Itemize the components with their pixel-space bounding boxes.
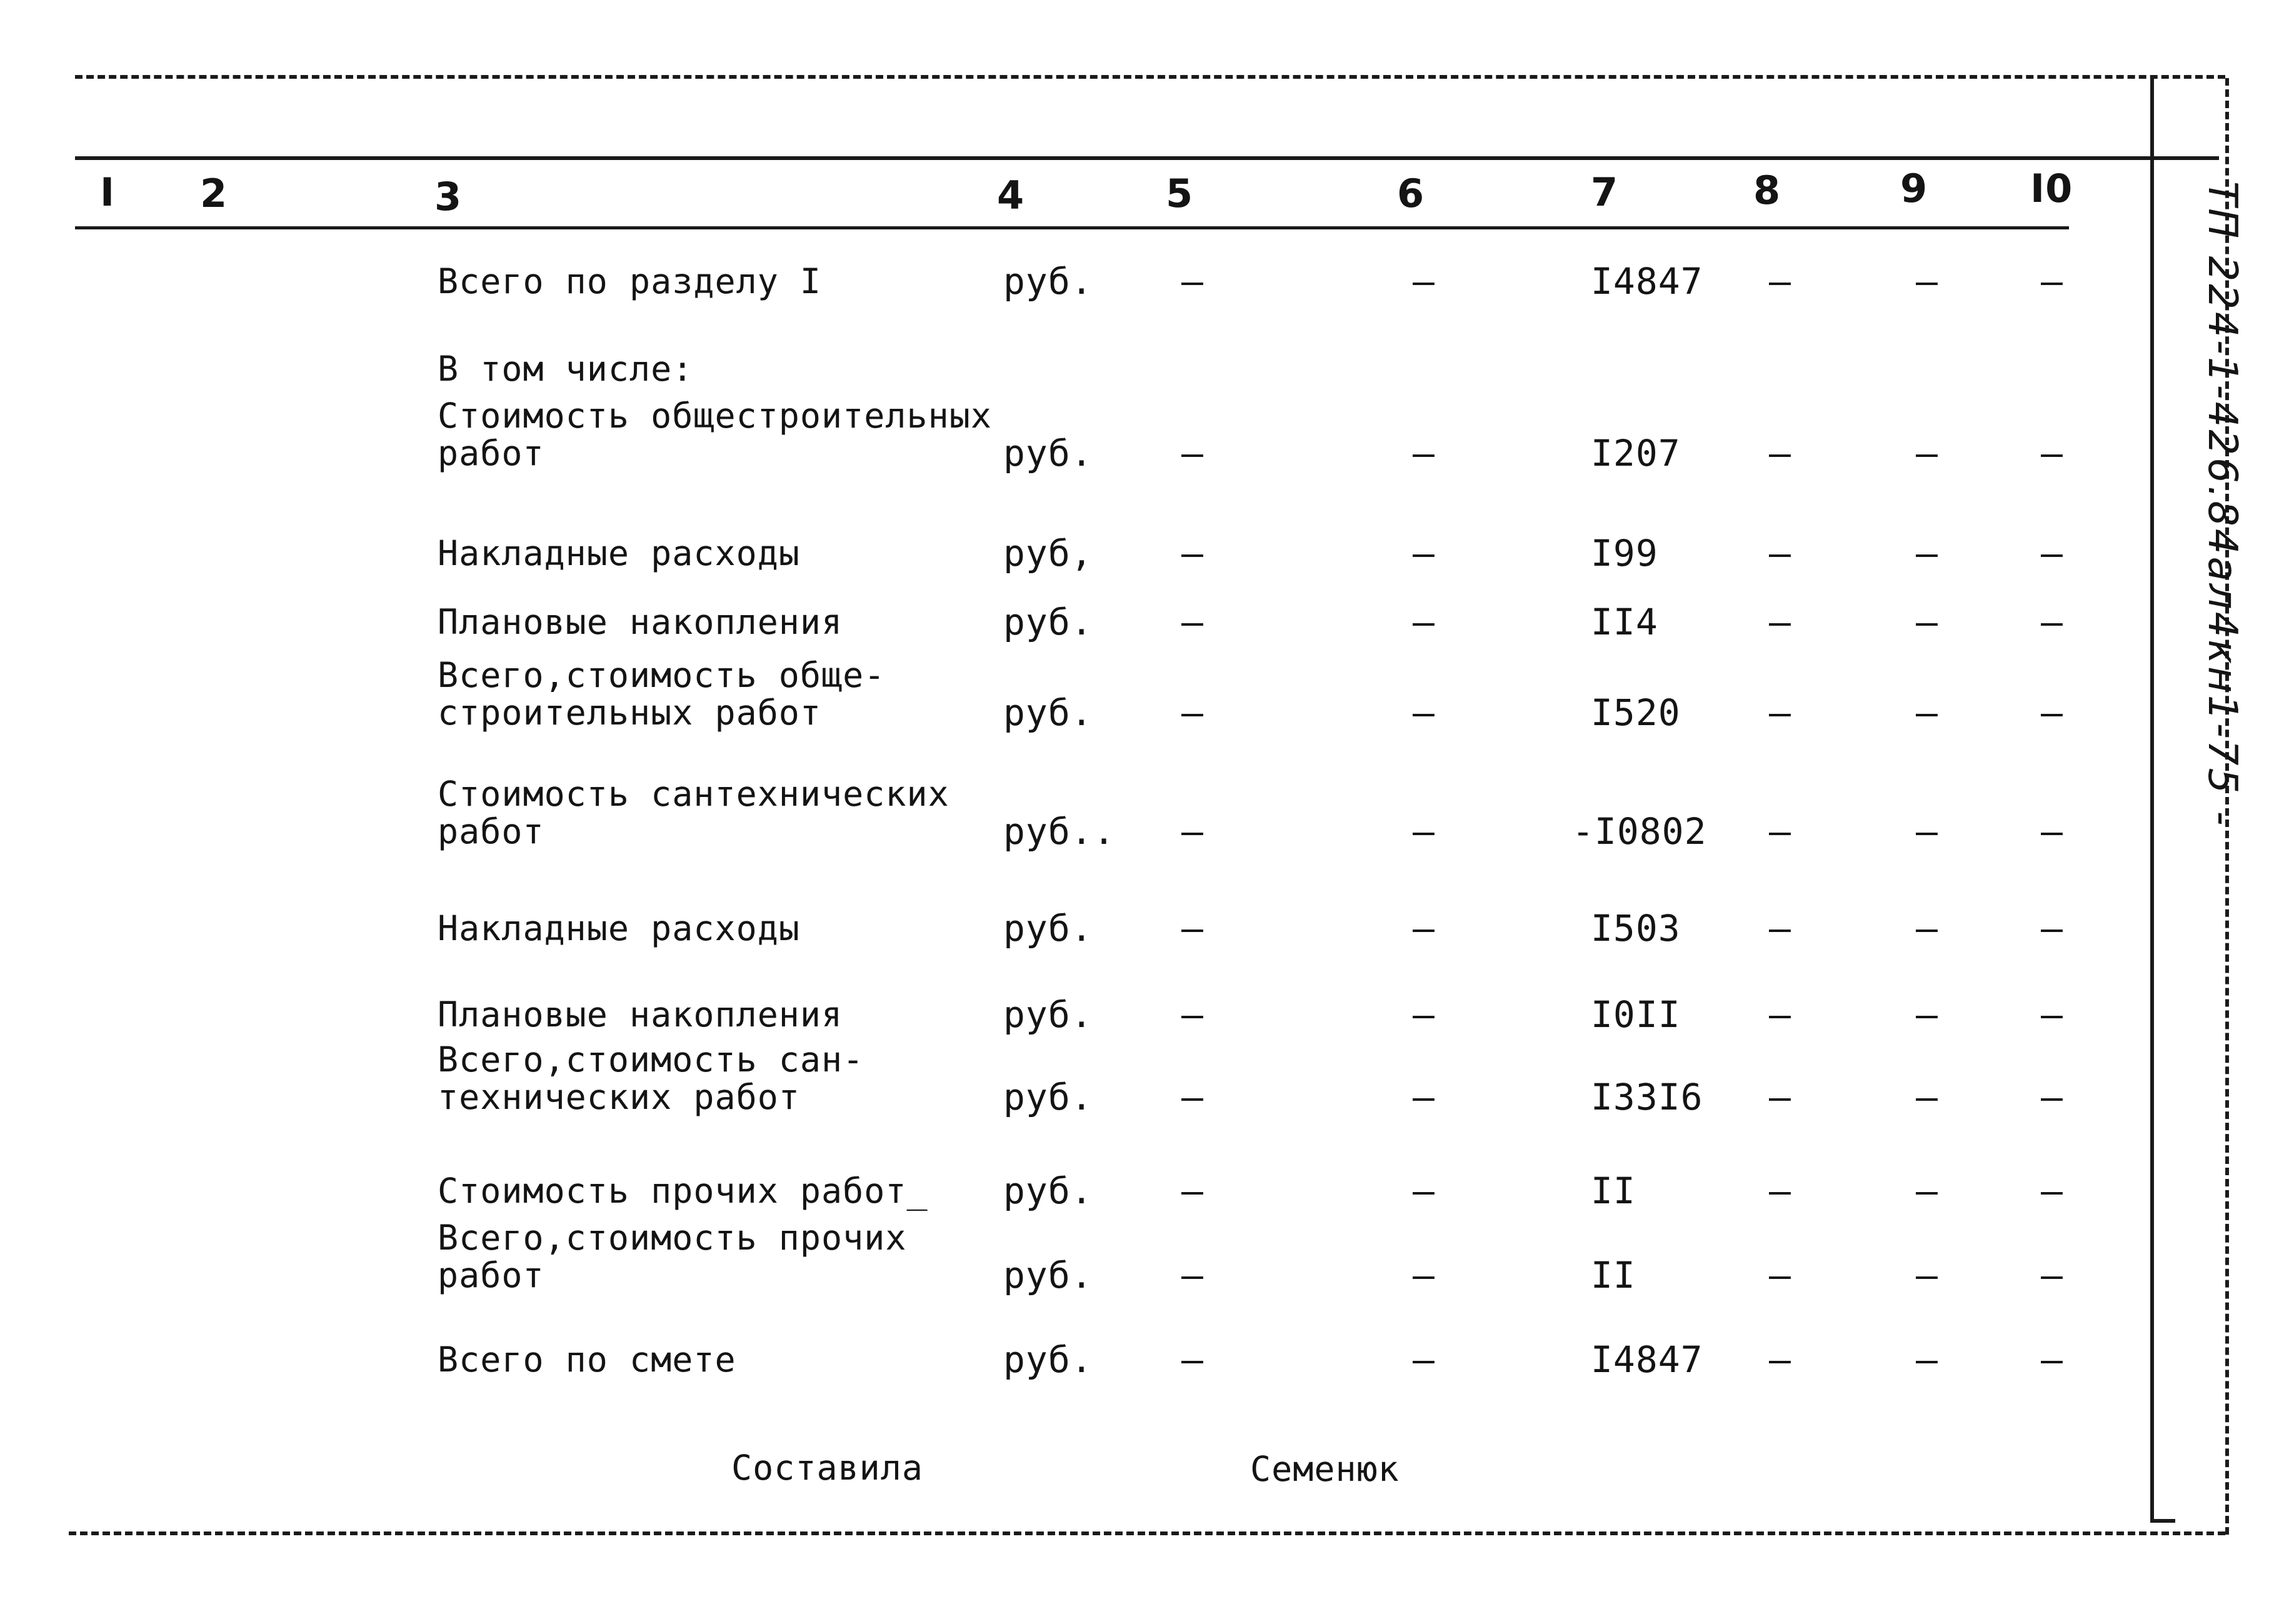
empty-value-dash: –	[1181, 810, 1204, 853]
row-unit: руб.	[1003, 1254, 1093, 1296]
empty-value-dash: –	[1413, 993, 1435, 1036]
empty-value-dash: –	[1413, 432, 1435, 474]
row-label: Стоимость прочих работ_	[438, 1171, 928, 1211]
empty-value-dash: –	[1916, 1338, 1938, 1381]
empty-value-dash: –	[1181, 691, 1204, 734]
empty-value-dash: –	[2041, 1076, 2063, 1118]
empty-value-dash: –	[1769, 1254, 1791, 1296]
row-label: Всего по смете	[438, 1340, 736, 1380]
row-value: I503	[1591, 907, 1681, 950]
row-label: работ	[438, 433, 544, 473]
empty-value-dash: –	[1181, 260, 1204, 303]
empty-value-dash: –	[2041, 1254, 2063, 1296]
column-header-9: 9	[1900, 166, 1928, 211]
row-unit: руб.	[1003, 1338, 1093, 1381]
row-label: Плановые накопления	[438, 995, 843, 1035]
empty-value-dash: –	[1916, 907, 1938, 950]
empty-value-dash: –	[1181, 601, 1204, 643]
row-unit: руб.	[1003, 907, 1093, 950]
row-label: Накладные расходы	[438, 533, 800, 573]
header-top-rule	[75, 156, 2219, 160]
column-header-8: 8	[1753, 168, 1781, 213]
empty-value-dash: –	[1181, 993, 1204, 1036]
row-value: II4	[1591, 601, 1658, 643]
row-label: технических работ	[438, 1077, 800, 1117]
row-label: Всего,стоимость прочих	[438, 1218, 907, 1258]
empty-value-dash: –	[1916, 993, 1938, 1036]
empty-value-dash: –	[2041, 601, 2063, 643]
empty-value-dash: –	[1916, 1170, 1938, 1212]
empty-value-dash: –	[1181, 1076, 1204, 1118]
row-value: I4847	[1591, 260, 1703, 303]
column-header-1: I	[100, 169, 116, 215]
empty-value-dash: –	[2041, 993, 2063, 1036]
row-label: Всего по разделу I	[438, 261, 822, 301]
row-unit: руб.	[1003, 432, 1093, 474]
empty-value-dash: –	[1769, 810, 1791, 853]
row-label: Плановые накопления	[438, 602, 843, 642]
column-header-3: 3	[434, 174, 463, 219]
column-header-5: 5	[1166, 171, 1194, 216]
row-label: Стоимость сантехнических	[438, 774, 949, 814]
empty-value-dash: –	[1916, 1076, 1938, 1118]
empty-value-dash: –	[1769, 907, 1791, 950]
empty-value-dash: –	[1916, 432, 1938, 474]
empty-value-dash: –	[2041, 432, 2063, 474]
row-label: Стоимость общестроительных	[438, 396, 992, 436]
row-value: I4847	[1591, 1338, 1703, 1381]
empty-value-dash: –	[1413, 260, 1435, 303]
row-label: работ	[438, 811, 544, 851]
empty-value-dash: –	[1769, 993, 1791, 1036]
empty-value-dash: –	[2041, 810, 2063, 853]
empty-value-dash: –	[1413, 1254, 1435, 1296]
row-unit: руб..	[1003, 810, 1116, 853]
empty-value-dash: –	[1769, 260, 1791, 303]
empty-value-dash: –	[1181, 1338, 1204, 1381]
row-value: I33I6	[1591, 1076, 1703, 1118]
empty-value-dash: –	[1413, 1338, 1435, 1381]
row-value: II	[1591, 1170, 1636, 1212]
empty-value-dash: –	[1916, 601, 1938, 643]
row-value: I520	[1591, 691, 1681, 734]
row-unit: руб.	[1003, 601, 1093, 643]
header-bottom-rule	[75, 226, 2069, 229]
row-value: -I0802	[1572, 810, 1707, 853]
empty-value-dash: –	[1181, 432, 1204, 474]
empty-value-dash: –	[1916, 260, 1938, 303]
row-unit: руб.	[1003, 1170, 1093, 1212]
row-label: Всего,стоимость обще-	[438, 655, 886, 695]
empty-value-dash: –	[1769, 1076, 1791, 1118]
empty-value-dash: –	[1916, 810, 1938, 853]
column-header-7: 7	[1591, 169, 1619, 215]
row-label: Накладные расходы	[438, 908, 800, 948]
row-unit: руб,	[1003, 532, 1093, 574]
empty-value-dash: –	[1181, 532, 1204, 574]
row-unit: руб.	[1003, 260, 1093, 303]
empty-value-dash: –	[1769, 1338, 1791, 1381]
row-unit: руб.	[1003, 993, 1093, 1036]
empty-value-dash: –	[1181, 1254, 1204, 1296]
empty-value-dash: –	[1413, 810, 1435, 853]
row-label: работ	[438, 1255, 544, 1295]
empty-value-dash: –	[2041, 907, 2063, 950]
column-header-10: I0	[2030, 166, 2073, 211]
row-value: I207	[1591, 432, 1681, 474]
empty-value-dash: –	[1769, 601, 1791, 643]
empty-value-dash: –	[1413, 691, 1435, 734]
row-label: строительных работ	[438, 693, 822, 733]
empty-value-dash: –	[2041, 1170, 2063, 1212]
empty-value-dash: –	[1413, 532, 1435, 574]
right-inner-rule	[2150, 78, 2154, 1522]
empty-value-dash: –	[2041, 1338, 2063, 1381]
bottom-dashed-border	[69, 1531, 2225, 1535]
compiled-by-name: Семенюк	[1250, 1449, 1400, 1489]
empty-value-dash: –	[1413, 1076, 1435, 1118]
compiled-by-label: Составила	[731, 1448, 924, 1488]
empty-value-dash: –	[1916, 691, 1938, 734]
row-value: II	[1591, 1254, 1636, 1296]
column-header-6: 6	[1397, 171, 1425, 216]
empty-value-dash: –	[2041, 691, 2063, 734]
empty-value-dash: –	[1413, 601, 1435, 643]
empty-value-dash: –	[1769, 532, 1791, 574]
side-document-code: ТП 224-1-426.84ал4кн1-75 -	[2199, 181, 2245, 828]
empty-value-dash: –	[1413, 1170, 1435, 1212]
empty-value-dash: –	[2041, 260, 2063, 303]
row-unit: руб.	[1003, 1076, 1093, 1118]
row-label: В том числе:	[438, 349, 694, 389]
empty-value-dash: –	[1916, 1254, 1938, 1296]
column-header-2: 2	[200, 171, 228, 216]
empty-value-dash: –	[1413, 907, 1435, 950]
row-unit: руб.	[1003, 691, 1093, 734]
row-label: Всего,стоимость сан-	[438, 1040, 864, 1080]
empty-value-dash: –	[1769, 691, 1791, 734]
row-value: I99	[1591, 532, 1658, 574]
right-corner-tick	[2150, 1519, 2175, 1523]
empty-value-dash: –	[1181, 907, 1204, 950]
empty-value-dash: –	[1769, 1170, 1791, 1212]
column-header-4: 4	[997, 173, 1025, 218]
row-value: I0II	[1591, 993, 1681, 1036]
empty-value-dash: –	[1181, 1170, 1204, 1212]
empty-value-dash: –	[1916, 532, 1938, 574]
top-dashed-border	[75, 75, 2225, 79]
empty-value-dash: –	[1769, 432, 1791, 474]
empty-value-dash: –	[2041, 532, 2063, 574]
